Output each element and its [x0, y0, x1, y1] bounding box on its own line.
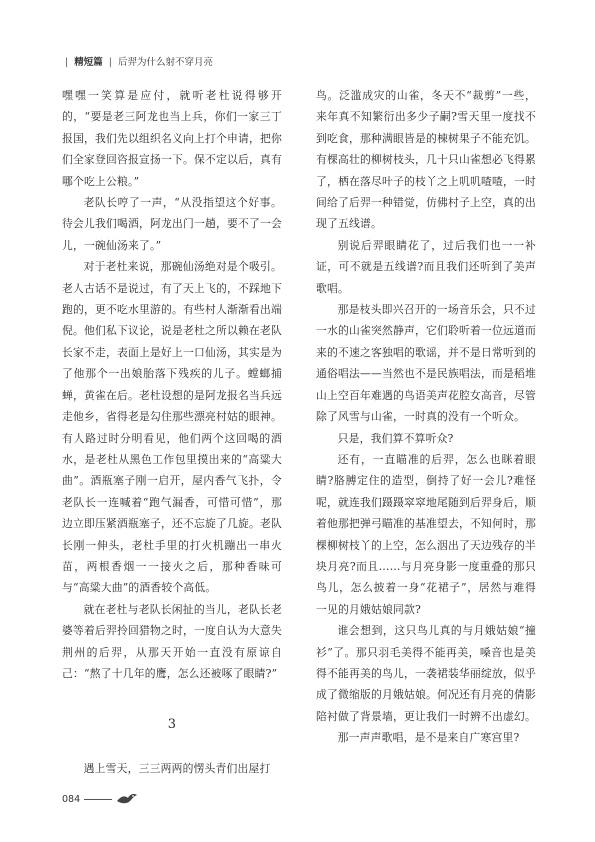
- paragraph: 对于老杜来说，那碗仙汤绝对是个吸引。老人古话不是说过，有了天上飞的，不踩地下跑的，更不吃水里游的。有些村人渐渐看出端倪。他们私下议论，说是老杜之所以赖在老队长家不走，表面上是好上一口仙汤，其实是为了他那个一出娘胎落下残疾的儿子。螳螂捕蝉，黄雀在后。老杜设想的是阿龙报名当兵远走他乡，省得老是勾住那些漂亮村姑的眼神。有人路过时分明看见，他们两个这回喝的酒水，是老杜从黑色工作包里摸出来的“高粱大曲”。酒瓶塞子刚一启开，屋内香气飞扑，令老队长一连喊着“跑气漏香，可惜可惜”，那边立即压紧酒瓶塞子，还不忘旋了几旋。老队长刚一伸头，老杜手里的打火机蹦出一串火苗，两根香烟一一接火之后，那种香味可与“高粱大曲”的酒香较个高低。: [62, 260, 282, 595]
- paragraph: 只是，我们算不算听众?: [337, 431, 454, 445]
- section-number: 3: [167, 717, 177, 733]
- page-number: 084: [62, 793, 81, 805]
- bird-ornament-icon: [116, 792, 138, 806]
- paragraph: 就在老杜与老队长闲扯的当儿，老队长老婆等着后羿拎回猎物之时，一度自认为大意失荆州的后羿，从那天开始一直没有原谅自己：“熬了十几年的鹰，怎么还被啄了眼睛?”: [62, 602, 282, 680]
- header-divider: |: [65, 57, 69, 68]
- paragraph: 嘿嘿一笑算是应付，就听老杜说得够开的，“要是老三阿龙也当上兵，你们一家三丁报国，我们先以组织名义向上打个申请，把你们全家登回咨报宣扬一下。保不定以后，真有哪个吃上公粮。”: [62, 89, 282, 188]
- page-footer: [62, 792, 138, 806]
- paragraph: 老队长哼了一声，“从没指望这个好事。待会儿我们喝酒，阿龙出门一趟，要不了一会儿，一碗仙汤来了。”: [62, 196, 282, 252]
- paragraph: 谁会想到，这只鸟儿真的与月娥姑娘“撞衫”了。那只羽毛美得不能再美，嗓音也是美得不能再美的鸟儿，一袭裙装华丽绽放，似乎成了微缩版的月娥姑娘。何况还有月亮的倩影陪衬做了背景墙，更让我们一时辨不出虚幻。: [316, 624, 536, 723]
- header-title: 后羿为什么射不穿月亮: [118, 57, 214, 68]
- paragraph: 还有，一直瞄准的后羿，怎么也眯着眼睛?胳膊定住的造型，倒持了好一会儿?难怪呢，就连我们蹑蹑窣窣地尾随到后羿身后，顺着他那把弹弓瞄准的基准望去，不知何时，那棵柳树枝丫的上空，怎么洇出了天边残存的半块月亮?而且……与月亮身影一度重叠的那只鸟儿，怎么披着一身“花裙子”，居然与难得一见的月娥姑娘同款?: [316, 452, 536, 616]
- right-column: [316, 85, 536, 749]
- running-header: [62, 54, 213, 68]
- header-divider: |: [108, 57, 112, 68]
- left-column: [62, 85, 282, 779]
- paragraph: 别说后羿眼睛花了，过后我们也一一补证，可不就是五线谱?而且我们还听到了美声歌唱。: [316, 238, 536, 295]
- paragraph: 遇上雪天，三三两两的愣头青们出屋打: [83, 761, 271, 775]
- footer-rule: [84, 799, 112, 800]
- paragraph: 那一声声歌唱，是不是来自广寒宫里?: [337, 731, 520, 745]
- paragraph: 那是枝头即兴召开的一场音乐会，只不过一水的山雀突然静声，它们聆听着一位远道而来的不速之客独唱的歌谣，并不是日常听到的通俗唱法——当然也不是民族唱法，而是稻堆山上空百年难遇的鸟语美声花腔女高音，尽管除了风雪与山雀，一时真的没有一个听众。: [316, 303, 536, 424]
- paragraph: 鸟。泛滥成灾的山雀，冬天不“裁剪”一些，来年真不知繁衍出多少子嗣?雪天里一度找不到吃食，那种满眼皆是的棟树果子不能充饥。有棵高壮的柳树枝头，几十只山雀想必飞得累了，栖在落尽叶子的枝丫之上叽叽喳喳，一时间给了后羿一种错觉，仿佛村子上空，真的出现了五线谱。: [316, 89, 536, 231]
- header-section: 精短篇: [74, 57, 103, 68]
